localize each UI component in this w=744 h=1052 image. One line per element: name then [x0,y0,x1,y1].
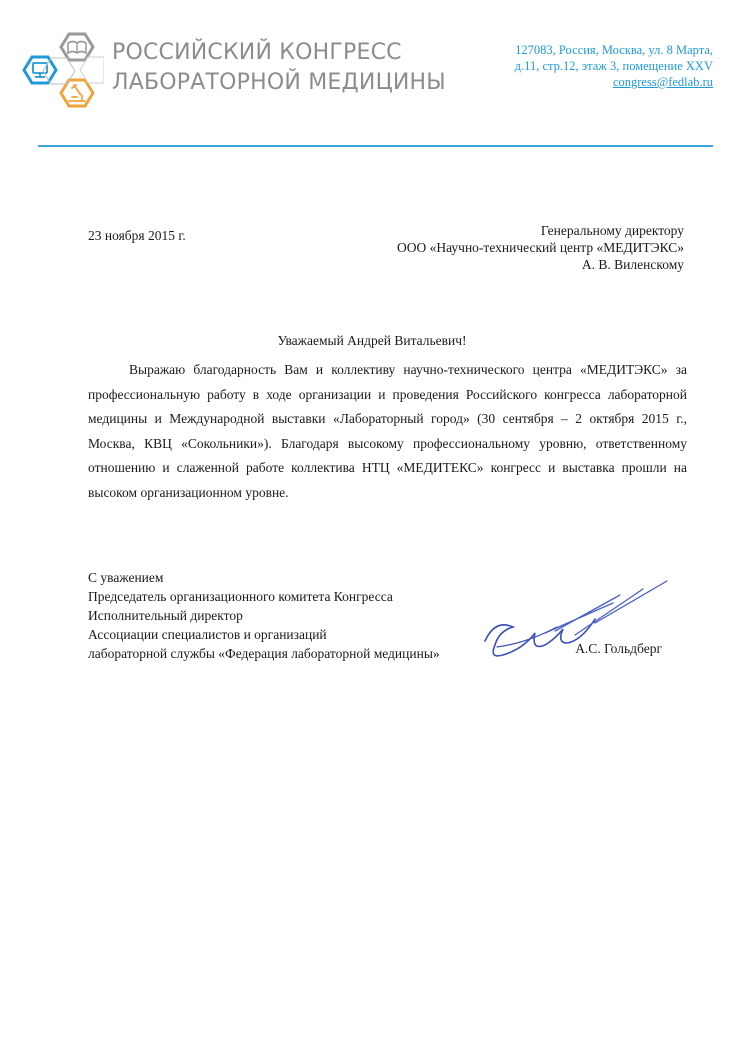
addressee-line: А. В. Виленскому [581,257,684,272]
letter-body: Выражаю благодарность Вам и коллективу научно-технического центра «МЕДИТЭКС» за профессиональную работу в ходе организации и проведения Российского конгресса лабораторной медицины и Международной выставки «Лабораторный город» (30 сентября – 2 октября 2015 г., Москва, КВЦ «Сокольники»). Благодаря высокому профессиональному уровню, ответственному отношению и слаженной работе коллектива НТЦ «МЕДИТЕКС» конгресс и выставка прошли на высоком организационном уровне. [88,362,687,500]
closing-line: Ассоциации специалистов и организаций [88,627,327,642]
handwritten-signature [445,573,675,673]
congress-logo [22,30,104,112]
logo-wordmark [112,38,446,98]
email-link[interactable]: congress@fedlab.ru [612,75,713,89]
monitor-icon [24,57,56,83]
addressee-block [324,222,684,273]
logo-line-1: РОССИЙСКИЙ КОНГРЕСС [112,40,402,65]
salutation: Уважаемый Андрей Витальевич! [277,333,467,348]
addressee-line: ООО «Научно-технический центр «МЕДИТЭКС» [396,240,684,255]
closing-line: Исполнительный директор [88,608,243,623]
closing-line: Председатель организационного комитета Конгресса [88,589,393,604]
contact-block [453,42,713,90]
address-line-1: 127083, Россия, Москва, ул. 8 Марта, [515,43,713,57]
addressee-line: Генеральному директору [540,223,684,238]
header-divider [38,145,713,147]
signer-name: А.С. Гольдберг [575,641,662,656]
logo-line-2: ЛАБОРАТОРНОЙ МЕДИЦИНЫ [112,70,446,95]
address-line-2: д.11, стр.12, этаж 3, помещение XXV [514,59,713,73]
closing-line: лабораторной службы «Федерация лабораторной медицины» [88,646,440,661]
closing-line: С уважением [88,570,164,585]
letter-date: 23 ноября 2015 г. [88,228,186,243]
